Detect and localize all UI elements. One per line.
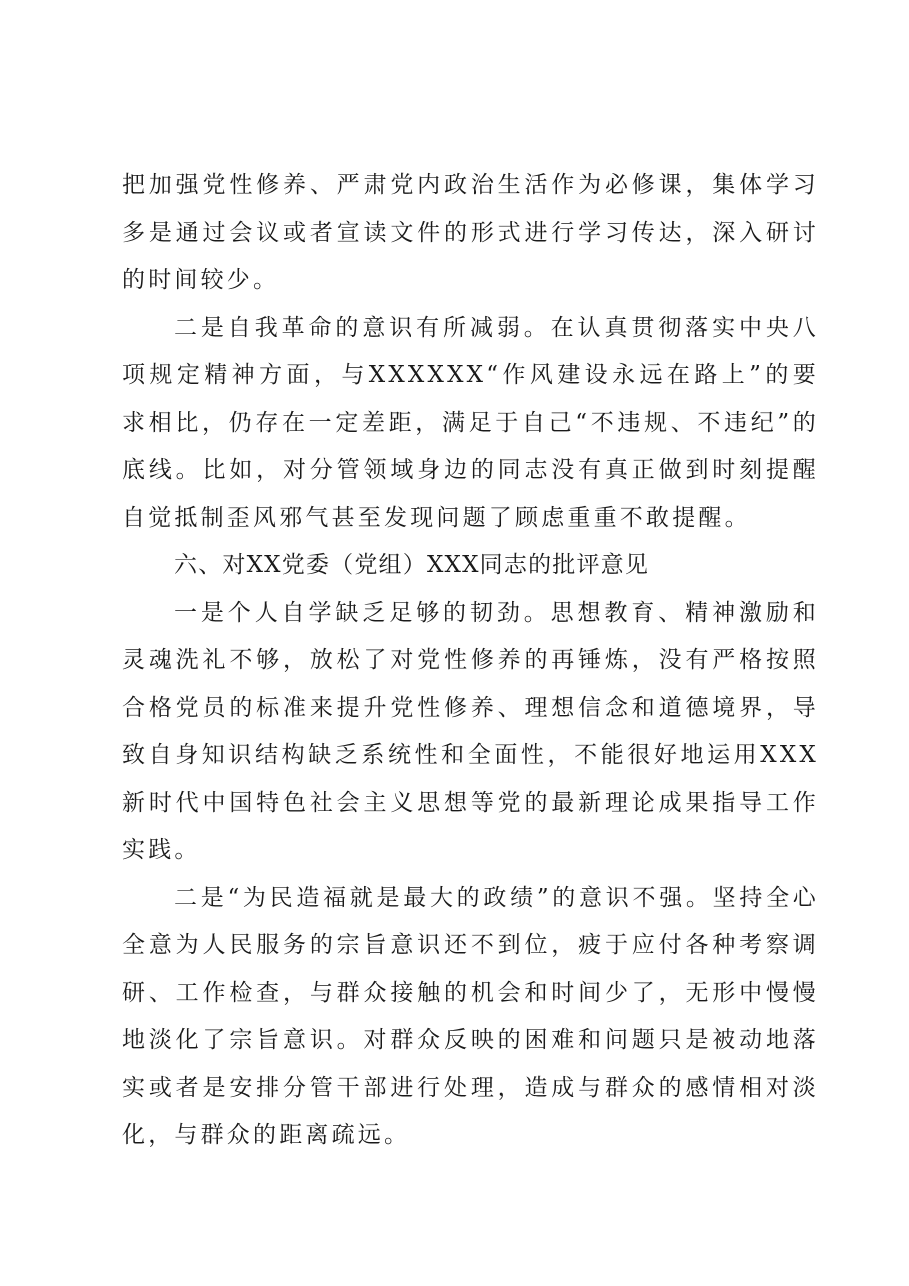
document-body [122, 162, 819, 1160]
section-heading: 六、对XX党委（党组）XXX同志的批评意见 [174, 552, 650, 578]
paragraph-serve-people: 二是“为民造福就是最大的政绩”的意识不强。坚持全心全意为人民服务的宗旨意识还不到位，疲于应付各种考察调研、工作检查，与群众接触的机会和时间少了，无形中慢慢地淡化了宗旨意识。对群众反映的困难和问题只是被动地落实或者是安排分管干部进行处理，造成与群众的感情相对淡化，与群众的距离疏远。 [122, 884, 819, 1148]
paragraph-continuation: 把加强党性修养、严肃党内政治生活作为必修课，集体学习多是通过会议或者宣读文件的形式进行学习传达，深入研讨的时间较少。 [122, 172, 819, 293]
paragraph-self-study: 一是个人自学缺乏足够的韧劲。思想教育、精神激励和灵魂洗礼不够，放松了对党性修养的再锤炼，没有严格按照合格党员的标准来提升党性修养、理想信念和道德境界，导致自身知识结构缺乏系统性和全面性，不能很好地运用XXX新时代中国特色社会主义思想等党的最新理论成果指导工作实践。 [122, 599, 819, 863]
paragraph-self-revolution: 二是自我革命的意识有所减弱。在认真贯彻落实中央八项规定精神方面，与XXXXXX“作风建设永远在路上”的要求相比，仍存在一定差距，满足于自己“不违规、不违纪”的底线。比如，对分管领域身边的同志没有真正做到时刻提醒自觉抵制歪风邪气甚至发现问题了顾虑重重不敢提醒。 [122, 314, 819, 531]
